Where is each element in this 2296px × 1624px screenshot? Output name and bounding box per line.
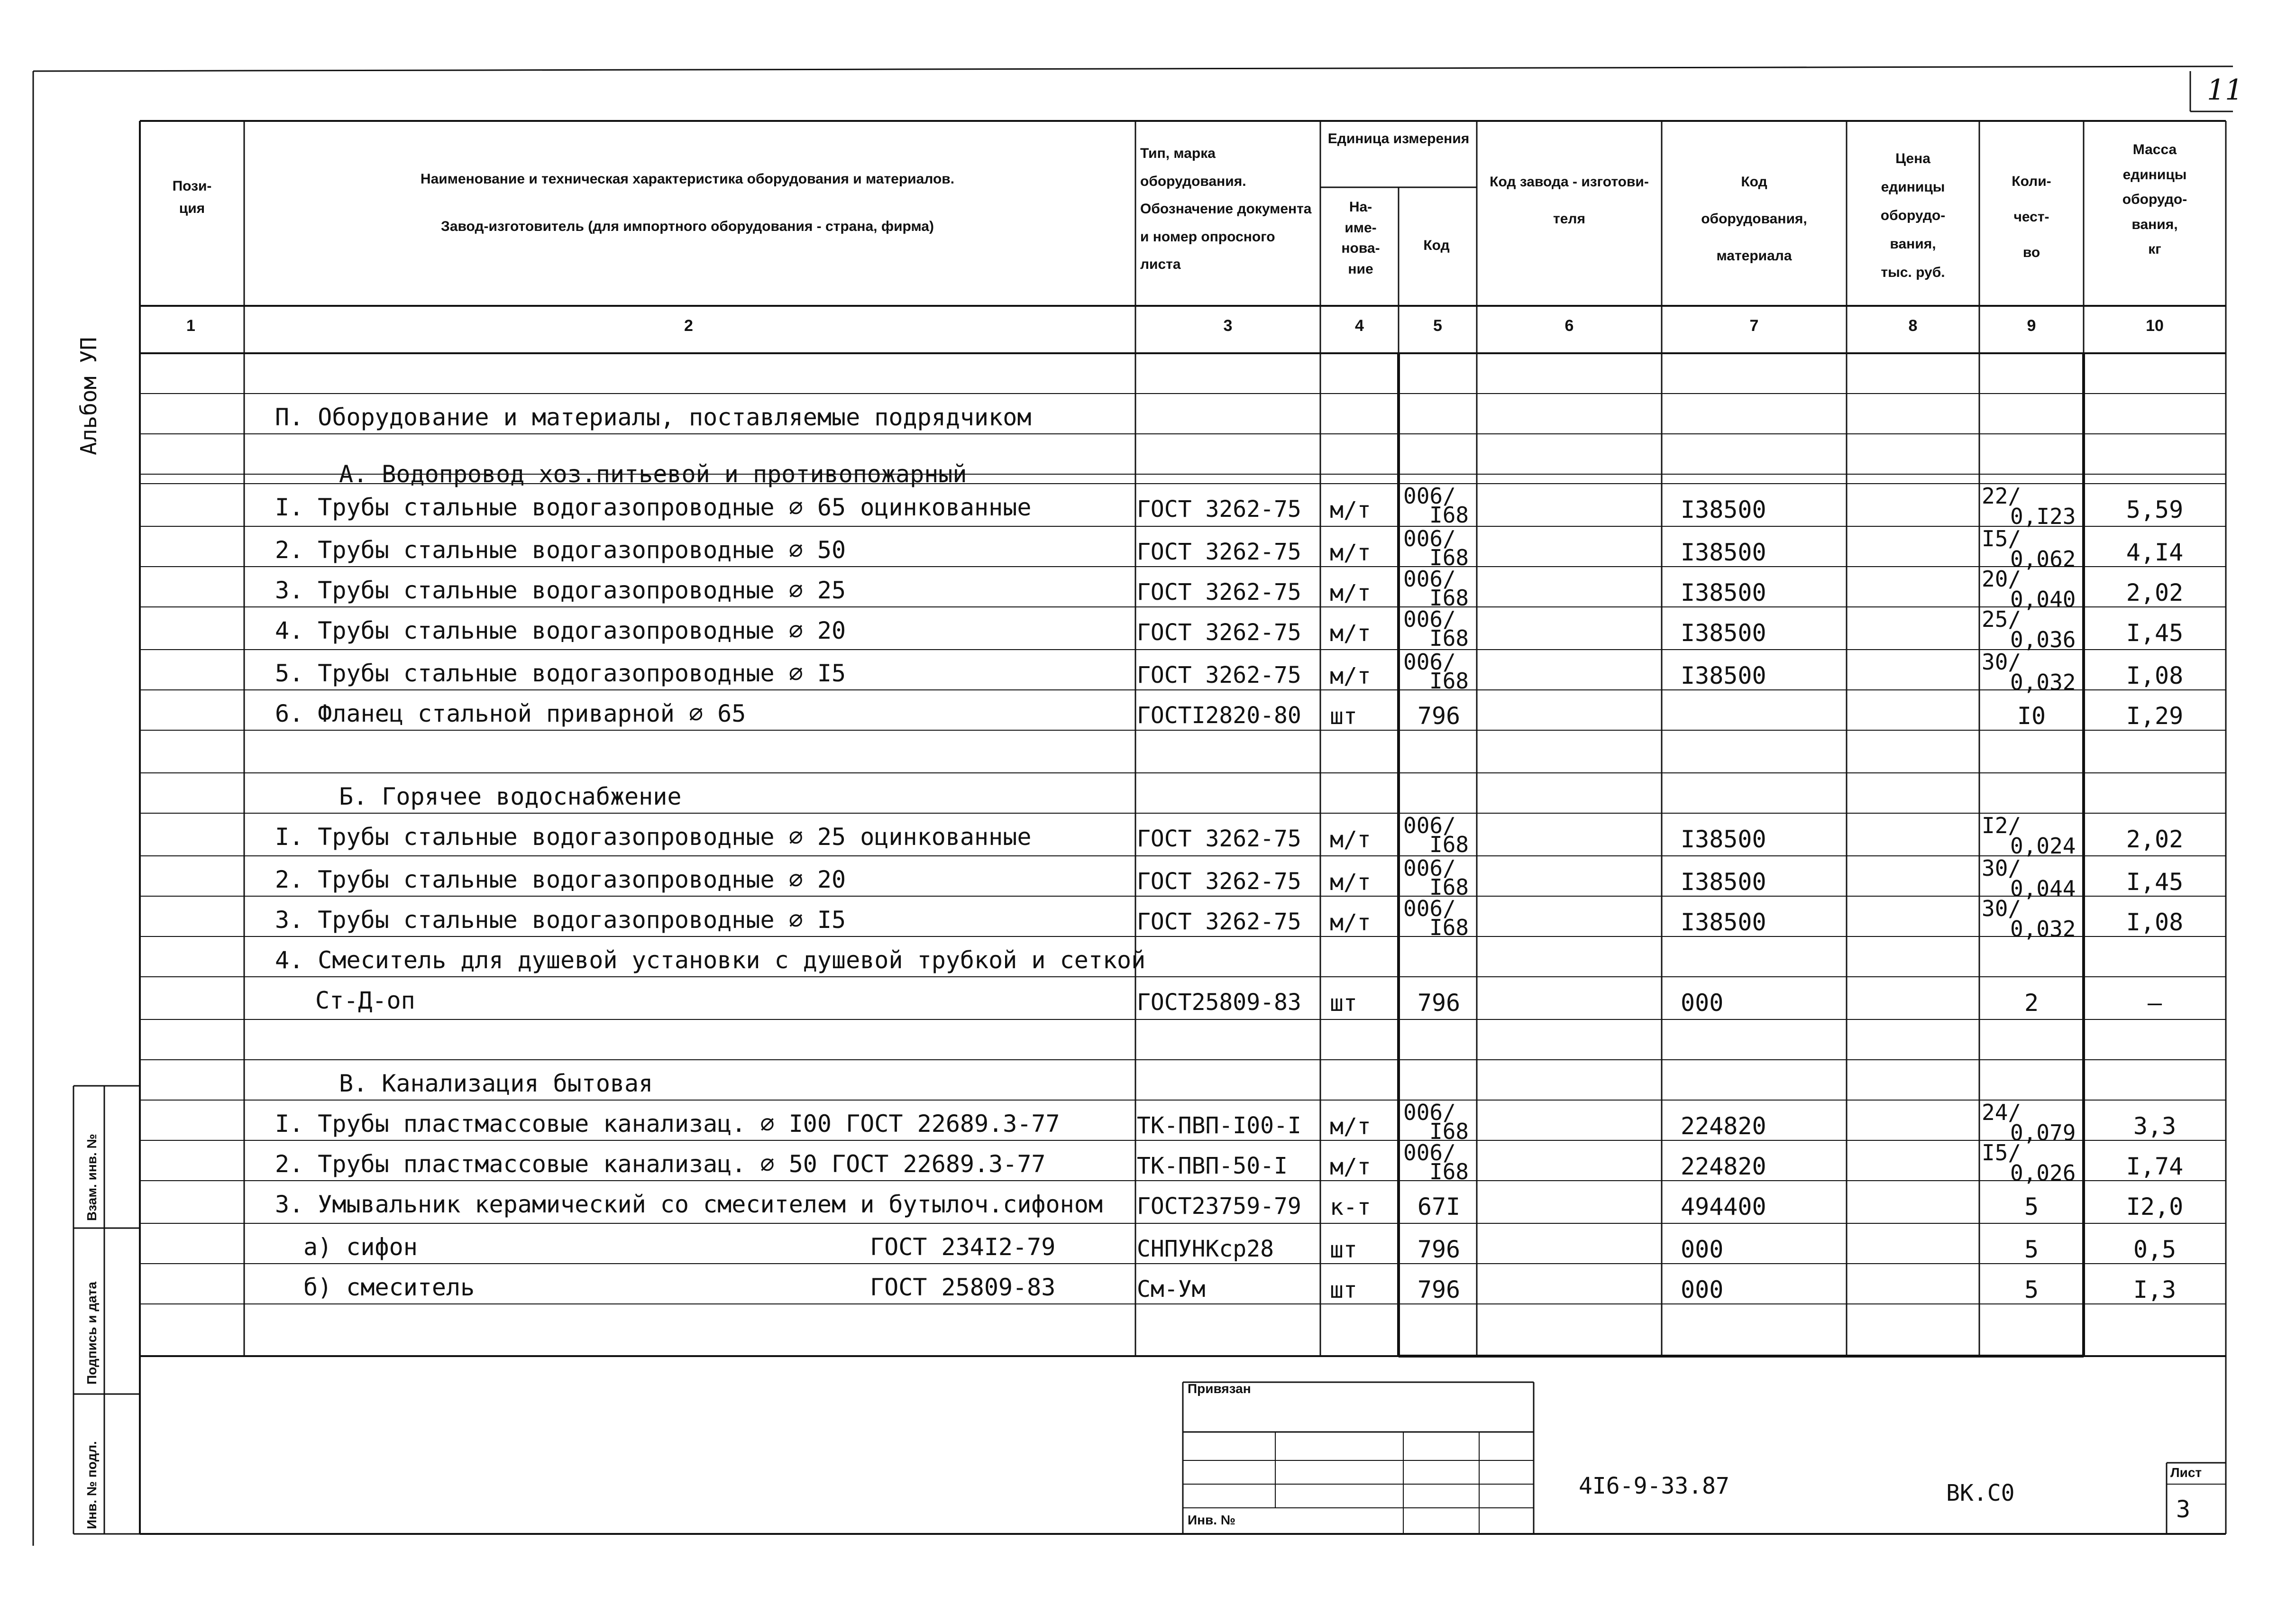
item-type: ТК-ПВП-I00-I	[1137, 1112, 1301, 1139]
item-name: В. Канализация бытовая	[339, 1070, 653, 1097]
quantity-top: I2/	[1982, 813, 2022, 838]
header-unit-name: На- име- нова- ние	[1341, 199, 1380, 277]
equipment-code: 000	[1681, 1236, 1724, 1263]
quantity-bottom: 0,079	[2010, 1120, 2076, 1146]
quantity-bottom: 0,040	[2010, 587, 2076, 612]
quantity-top: 30/	[1982, 896, 2022, 921]
unit-code-bottom: I68	[1429, 874, 1469, 900]
unit-name: м/т	[1330, 1113, 1371, 1140]
unit-mass: –	[2147, 989, 2162, 1017]
equipment-code: I38500	[1681, 579, 1766, 606]
item-name: I. Трубы стальные водогазопроводные ∅ 65 оцинкованные	[275, 494, 1032, 521]
header-unit-group: Единица измерения	[1327, 131, 1470, 147]
equipment-code: I38500	[1681, 826, 1766, 853]
unit-code-top: 006/	[1403, 855, 1456, 881]
quantity-top: I5/	[1982, 526, 2022, 551]
document-code: 4I6-9-33.87	[1579, 1473, 1729, 1499]
quantity-top: 30/	[1982, 855, 2022, 881]
unit-name: м/т	[1330, 1154, 1371, 1180]
quantity-top: 22/	[1982, 483, 2022, 509]
sheet-label: Лист	[2170, 1465, 2202, 1480]
quantity-bottom: 0,036	[2010, 627, 2076, 652]
item-name: 4. Смеситель для душевой установки с душевой трубкой и сеткой	[275, 946, 1146, 974]
item-name: а) сифон	[303, 1233, 418, 1261]
colnum: 10	[2146, 317, 2164, 335]
unit-mass: 5,59	[2126, 496, 2184, 523]
side-label-replace-inv: Взам. инв. №	[84, 1134, 99, 1221]
sheet-top-border	[33, 66, 2233, 71]
colnum: 4	[1355, 317, 1364, 335]
unit-code: 796	[1417, 702, 1461, 730]
item-name: б) смеситель	[303, 1274, 475, 1301]
unit-mass: I,3	[2133, 1276, 2177, 1303]
item-type: ГОСТ23759-79	[1137, 1193, 1301, 1220]
unit-code: 796	[1417, 989, 1461, 1017]
equipment-code: I38500	[1681, 539, 1766, 566]
quantity: 2	[2024, 989, 2039, 1017]
quantity-bottom: 0,062	[2010, 546, 2076, 572]
item-name: 3. Умывальник керамический со смесителем и бутылоч.сифоном	[275, 1191, 1103, 1218]
item-name: А. Водопровод хоз.питьевой и противопожарный	[339, 460, 967, 488]
item-type: ГОСТ 3262-75	[1137, 539, 1301, 565]
unit-code-top: 006/	[1403, 1140, 1456, 1165]
unit-name: м/т	[1330, 620, 1371, 647]
equipment-code: I38500	[1681, 619, 1766, 647]
equipment-code: I38500	[1681, 662, 1766, 689]
quantity-bottom: 0,024	[2010, 833, 2076, 859]
equipment-code: 000	[1681, 989, 1724, 1017]
unit-code: 67I	[1417, 1193, 1461, 1220]
unit-code-bottom: I68	[1429, 545, 1469, 570]
unit-code-bottom: I68	[1429, 1159, 1469, 1184]
item-type: ГОСТ 3262-75	[1137, 826, 1301, 852]
unit-name: к-т	[1330, 1194, 1371, 1220]
unit-code-bottom: I68	[1429, 668, 1469, 694]
item-type: ГОСТ25809-83	[1137, 989, 1301, 1016]
item-name: 3. Трубы стальные водогазопроводные ∅ 25	[275, 577, 846, 604]
unit-code-bottom: I68	[1429, 585, 1469, 611]
colnum: 9	[2027, 317, 2036, 335]
colnum: 8	[1908, 317, 1918, 335]
quantity-top: I5/	[1982, 1140, 2022, 1165]
colnum: 5	[1433, 317, 1442, 335]
unit-mass: I,45	[2126, 619, 2184, 647]
header-mass: Масса единицы оборудо- вания, кг	[2122, 142, 2187, 257]
unit-code-top: 006/	[1403, 649, 1456, 675]
unit-code-top: 006/	[1403, 606, 1456, 632]
equipment-code: 224820	[1681, 1153, 1766, 1180]
unit-mass: 2,02	[2126, 579, 2184, 606]
unit-mass: I,74	[2126, 1153, 2184, 1180]
header-maker-code: Код завода - изготови- теля	[1490, 174, 1649, 227]
item-type: ГОСТ 3262-75	[1137, 496, 1301, 523]
item-type: См-Ум	[1137, 1276, 1206, 1303]
header-unit-code: Код	[1423, 238, 1450, 253]
side-label-signature-date: Подпись и дата	[84, 1282, 99, 1385]
item-name: 5. Трубы стальные водогазопроводные ∅ I5	[275, 660, 846, 687]
sheet-number: 3	[2176, 1496, 2191, 1523]
item-type: ГОСТI2820-80	[1137, 702, 1301, 729]
unit-code: 796	[1417, 1276, 1461, 1303]
quantity-bottom: 0,I23	[2010, 504, 2076, 529]
unit-code-bottom: I68	[1429, 832, 1469, 857]
unit-name: м/т	[1330, 497, 1371, 523]
equipment-code: I38500	[1681, 496, 1766, 523]
unit-mass: I2,0	[2126, 1193, 2184, 1220]
unit-code-bottom: I68	[1429, 1119, 1469, 1144]
unit-mass: I,45	[2126, 868, 2184, 896]
unit-name: м/т	[1330, 826, 1371, 853]
unit-mass: 2,02	[2126, 826, 2184, 853]
quantity-bottom: 0,026	[2010, 1160, 2076, 1186]
item-type: ГОСТ 3262-75	[1137, 868, 1301, 895]
unit-name: м/т	[1330, 869, 1371, 896]
item-name: П. Оборудование и материалы, поставляемые подрядчиком	[275, 404, 1032, 431]
unit-code-bottom: I68	[1429, 502, 1469, 528]
header-type: Тип, марка оборудования. Обозначение документа и номер опросного листа	[1140, 146, 1312, 272]
unit-name: м/т	[1330, 909, 1371, 936]
item-name: I. Трубы стальные водогазопроводные ∅ 25 оцинкованные	[275, 823, 1032, 851]
quantity-bottom: 0,032	[2010, 670, 2076, 695]
equipment-code: I38500	[1681, 868, 1766, 896]
item-name: 2. Трубы стальные водогазопроводные ∅ 20	[275, 866, 846, 893]
equipment-code: 000	[1681, 1276, 1724, 1303]
unit-code-top: 006/	[1403, 566, 1456, 592]
equipment-code: 494400	[1681, 1193, 1766, 1220]
header-price: Цена единицы оборудо- вания, тыс. руб.	[1880, 151, 1946, 280]
unit-code-top: 006/	[1403, 526, 1456, 551]
header-position: Пози- ция	[172, 178, 212, 216]
item-name: Ст-Д-оп	[315, 987, 415, 1014]
unit-mass: 0,5	[2133, 1236, 2177, 1263]
unit-mass: I,29	[2126, 702, 2184, 730]
header-quantity: Коли- чест- во	[2012, 174, 2051, 260]
quantity-top: 30/	[1982, 649, 2022, 675]
unit-code-top: 006/	[1403, 813, 1456, 838]
unit-name: шт	[1330, 990, 1357, 1017]
item-standard: ГОСТ 234I2-79	[870, 1233, 1056, 1261]
item-standard: ГОСТ 25809-83	[870, 1274, 1056, 1301]
colnum: 7	[1749, 317, 1759, 335]
unit-code-top: 006/	[1403, 1100, 1456, 1125]
unit-name: м/т	[1330, 663, 1371, 689]
item-name: 3. Трубы стальные водогазопроводные ∅ I5	[275, 906, 846, 934]
album-label: Альбом УП	[76, 337, 101, 455]
header-name-line2: Завод-изготовитель (для импортного оборудования - страна, фирма)	[441, 219, 934, 234]
document-mark: ВК.С0	[1946, 1480, 2015, 1506]
unit-mass: 4,I4	[2126, 539, 2184, 566]
equipment-code: I38500	[1681, 908, 1766, 936]
unit-name: шт	[1330, 1237, 1357, 1263]
item-name: 4. Трубы стальные водогазопроводные ∅ 20	[275, 617, 846, 644]
quantity: 5	[2024, 1193, 2039, 1220]
page-number: 11	[2207, 73, 2243, 107]
quantity-top: 20/	[1982, 566, 2022, 592]
colnum: 1	[186, 317, 195, 335]
unit-code-bottom: I68	[1429, 915, 1469, 940]
unit-name: м/т	[1330, 540, 1371, 566]
quantity-bottom: 0,044	[2010, 876, 2076, 901]
unit-name: м/т	[1330, 580, 1371, 606]
item-type: ГОСТ 3262-75	[1137, 579, 1301, 606]
header-equipment-code: Код оборудования, материала	[1701, 174, 1807, 264]
unit-name: шт	[1330, 703, 1357, 730]
item-type: СНПУНКср28	[1137, 1236, 1274, 1262]
item-name: 2. Трубы пластмассовые канализац. ∅ 50 ГОСТ 22689.3-77	[275, 1150, 1046, 1178]
stamp-inv-no: Инв. №	[1188, 1513, 1236, 1527]
item-type: ГОСТ 3262-75	[1137, 908, 1301, 935]
item-name: 2. Трубы стальные водогазопроводные ∅ 50	[275, 536, 846, 564]
item-name: 6. Фланец стальной приварной ∅ 65	[275, 700, 746, 727]
item-type: ГОСТ 3262-75	[1137, 662, 1301, 688]
colnum: 3	[1223, 317, 1233, 335]
item-type: ТК-ПВП-50-I	[1137, 1153, 1288, 1179]
stamp-privyazan: Привязан	[1188, 1381, 1251, 1396]
item-name: Б. Горячее водоснабжение	[339, 783, 682, 810]
colnum: 6	[1564, 317, 1574, 335]
colnum: 2	[684, 317, 693, 335]
unit-mass: 3,3	[2133, 1112, 2177, 1140]
unit-code-top: 006/	[1403, 483, 1456, 509]
unit-code-bottom: I68	[1429, 625, 1469, 651]
equipment-code: 224820	[1681, 1112, 1766, 1140]
unit-name: шт	[1330, 1277, 1357, 1303]
item-name: I. Трубы пластмассовые канализац. ∅ I00 ГОСТ 22689.3-77	[275, 1110, 1060, 1138]
header-name-line1: Наименование и техническая характеристика оборудования и материалов.	[420, 171, 955, 187]
unit-mass: I,08	[2126, 662, 2184, 689]
side-label-inv-original: Инв. № подл.	[84, 1441, 99, 1529]
quantity: I0	[2017, 702, 2046, 730]
quantity-top: 25/	[1982, 606, 2022, 632]
unit-mass: I,08	[2126, 908, 2184, 936]
quantity: 5	[2024, 1236, 2039, 1263]
quantity-top: 24/	[1982, 1100, 2022, 1125]
quantity-bottom: 0,032	[2010, 916, 2076, 942]
quantity: 5	[2024, 1276, 2039, 1303]
item-type: ГОСТ 3262-75	[1137, 619, 1301, 646]
unit-code-top: 006/	[1403, 896, 1456, 921]
unit-code: 796	[1417, 1236, 1461, 1263]
